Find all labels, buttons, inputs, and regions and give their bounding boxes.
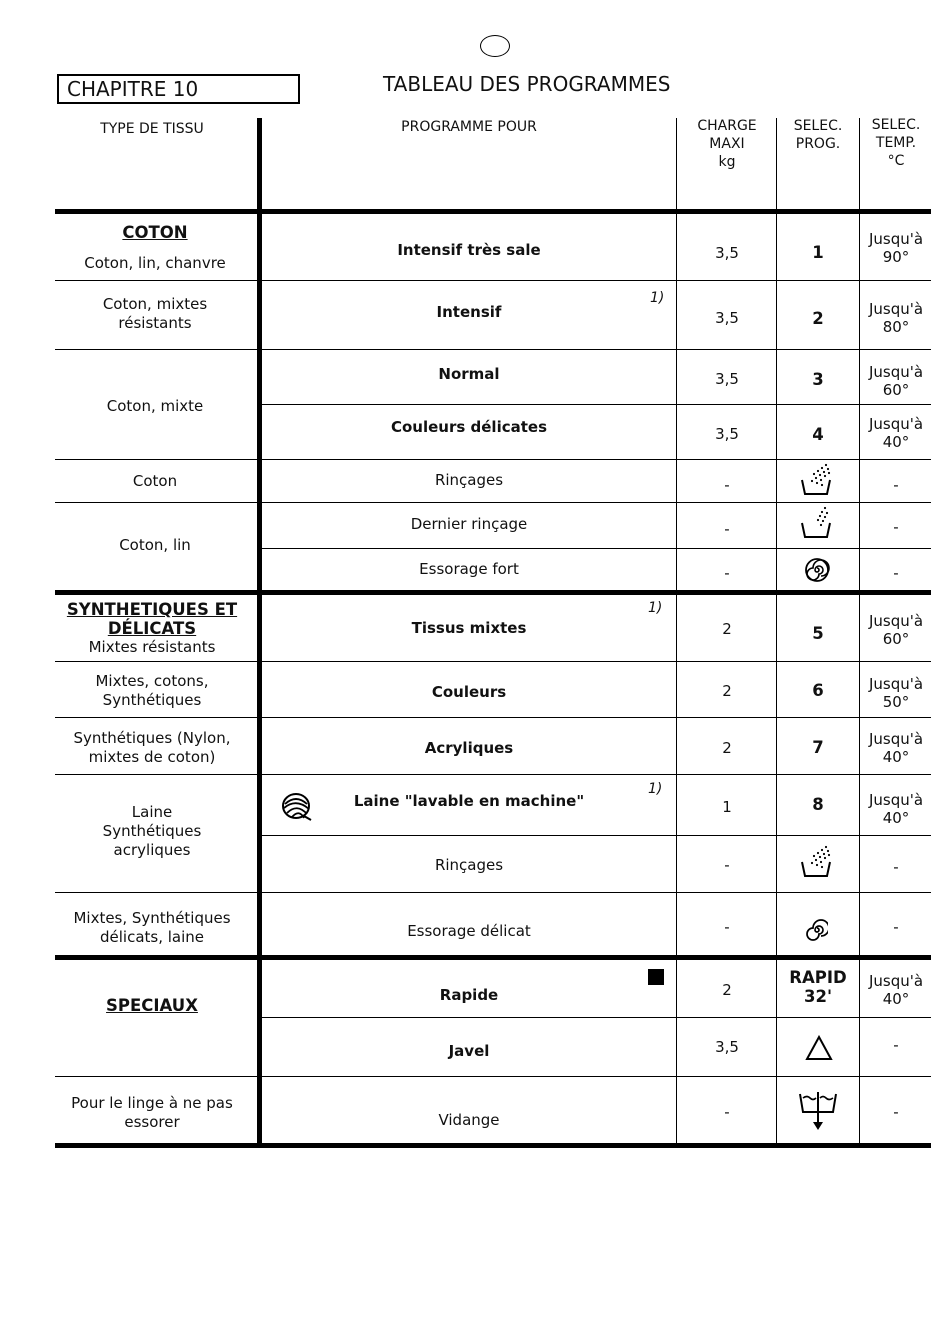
temp-cell xyxy=(860,612,932,648)
row-line xyxy=(55,502,931,503)
fabric-synth-nylon xyxy=(52,729,252,767)
row-line xyxy=(55,774,931,775)
fabric-line: essorer xyxy=(124,1113,180,1131)
fabric-synth-sub: Mixtes résistants xyxy=(88,638,216,656)
spin-strong-icon xyxy=(804,557,830,583)
load-value: 1 xyxy=(722,798,732,816)
divider-load xyxy=(676,118,677,1146)
prog-number: 4 xyxy=(812,425,824,444)
temp-dash: - xyxy=(893,918,899,936)
program-couleurs-delicates: Couleurs délicates xyxy=(390,418,547,436)
load-value: 3,5 xyxy=(715,370,739,388)
temp-cell xyxy=(860,415,932,451)
rule-header xyxy=(55,209,931,214)
page-title: TABLEAU DES PROGRAMMES xyxy=(383,72,671,96)
footnote-mark: 1) xyxy=(648,781,663,797)
fabric-line: Synthétiques xyxy=(102,691,202,709)
prog-rapid-line2: 32' xyxy=(803,987,832,1006)
load-value: 2 xyxy=(722,620,732,638)
fabric-mixtes-cotons xyxy=(52,672,252,710)
temp-prefix: Jusqu'à xyxy=(868,791,924,809)
prog-number: 1 xyxy=(812,243,824,262)
temp-prefix: Jusqu'à xyxy=(868,675,924,693)
row-line xyxy=(55,280,931,281)
fabric-coton: Coton xyxy=(132,472,178,490)
row-line xyxy=(55,661,931,662)
temp-cell xyxy=(860,791,932,827)
rule-bottom xyxy=(55,1143,931,1148)
temp-prefix: Jusqu'à xyxy=(868,363,924,381)
program-rincages: Rinçages xyxy=(434,471,504,489)
program-laine: Laine "lavable en machine" xyxy=(353,792,585,810)
prog-number: 8 xyxy=(812,795,824,814)
fabric-line: acryliques xyxy=(113,841,191,859)
prog-number: 3 xyxy=(812,370,824,389)
footnote-mark: 1) xyxy=(650,290,665,306)
header-load-line2: MAXI xyxy=(709,136,745,152)
spin-gentle-icon xyxy=(806,918,828,942)
load-value: - xyxy=(724,1103,730,1121)
prog-number: 7 xyxy=(812,738,824,757)
temp-prefix: Jusqu'à xyxy=(868,730,924,748)
load-value: 3,5 xyxy=(715,1038,739,1056)
program-tissus-mixtes: Tissus mixtes xyxy=(411,619,527,637)
program-dernier-rincage: Dernier rinçage xyxy=(410,515,528,533)
temp-value: 60° xyxy=(882,630,910,648)
fabric-synth-title xyxy=(52,600,252,638)
fabric-laine xyxy=(52,803,252,860)
load-value: 3,5 xyxy=(715,244,739,262)
fabric-line: Mixtes, Synthétiques xyxy=(73,909,231,927)
temp-value: 50° xyxy=(882,693,910,711)
row-line xyxy=(55,892,931,893)
language-oval xyxy=(480,35,510,57)
rinse-icon xyxy=(800,462,836,498)
temp-dash: - xyxy=(893,476,899,494)
header-fabric: TYPE DE TISSU xyxy=(100,121,204,137)
temp-prefix: Jusqu'à xyxy=(868,230,924,248)
load-value: - xyxy=(724,520,730,538)
fabric-line: Synthétiques xyxy=(102,822,202,840)
fabric-coton-sub: Coton, lin, chanvre xyxy=(84,254,226,272)
fabric-line: mixtes de coton) xyxy=(88,748,216,766)
header-load-line1: CHARGE xyxy=(697,118,757,134)
program-acryliques: Acryliques xyxy=(424,739,514,757)
header-prog-line2: PROG. xyxy=(795,136,841,152)
temp-dash: - xyxy=(893,858,899,876)
header-temp-line3: °C xyxy=(887,153,905,169)
header-program: PROGRAMME POUR xyxy=(401,119,537,135)
last-rinse-icon xyxy=(800,505,836,541)
row-line xyxy=(55,717,931,718)
program-essorage-fort: Essorage fort xyxy=(419,560,519,578)
fabric-coton-mixte: Coton, mixte xyxy=(106,397,204,415)
program-rincages-laine: Rinçages xyxy=(434,856,504,874)
program-intensif: Intensif xyxy=(436,303,502,321)
fabric-line: résistants xyxy=(118,314,192,332)
load-value: 3,5 xyxy=(715,425,739,443)
rinse-icon xyxy=(800,844,836,880)
temp-value: 40° xyxy=(882,990,910,1008)
chapter-label: CHAPITRE 10 xyxy=(67,77,199,101)
row-line-partial xyxy=(262,548,931,549)
row-line-partial xyxy=(262,404,931,405)
drain-icon xyxy=(797,1090,839,1132)
header-load xyxy=(678,117,776,171)
row-line-partial xyxy=(262,835,931,836)
temp-value: 40° xyxy=(882,433,910,451)
program-normal: Normal xyxy=(438,365,500,383)
row-line xyxy=(55,349,931,350)
program-essorage-delicat: Essorage délicat xyxy=(407,922,531,940)
bleach-triangle-icon xyxy=(805,1035,833,1061)
prog-number: 2 xyxy=(812,309,824,328)
temp-value: 40° xyxy=(882,809,910,827)
temp-prefix: Jusqu'à xyxy=(868,300,924,318)
prog-number: 6 xyxy=(812,681,824,700)
temp-prefix: Jusqu'à xyxy=(868,415,924,433)
header-temp-line1: SELEC. xyxy=(871,117,921,133)
row-line-partial xyxy=(262,1017,931,1018)
temp-value: 80° xyxy=(882,318,910,336)
program-vidange: Vidange xyxy=(438,1111,500,1129)
temp-cell xyxy=(860,230,932,266)
load-value: 3,5 xyxy=(715,309,739,327)
load-value: 2 xyxy=(722,981,732,999)
prog-rapid-line1: RAPID xyxy=(789,968,847,987)
fabric-line: délicats, laine xyxy=(99,928,205,946)
fabric-coton-title: COTON xyxy=(122,223,188,242)
header-temp-line2: TEMP. xyxy=(875,135,917,151)
program-rapide: Rapide xyxy=(439,986,499,1004)
temp-dash: - xyxy=(893,564,899,582)
fabric-coton-mixtes xyxy=(55,295,255,333)
temp-value: 90° xyxy=(882,248,910,266)
wool-icon xyxy=(280,790,314,822)
row-line xyxy=(55,459,931,460)
footnote-mark: 1) xyxy=(648,600,663,616)
fabric-line: Synthétiques (Nylon, xyxy=(73,729,231,747)
fabric-line: Coton, mixtes xyxy=(102,295,208,313)
temp-cell xyxy=(860,675,932,711)
header-temp-sel xyxy=(860,116,932,170)
header-prog-sel xyxy=(777,117,859,153)
program-javel: Javel xyxy=(448,1042,490,1060)
prog-number: 5 xyxy=(812,624,824,643)
temp-cell xyxy=(860,300,932,336)
rule-synth xyxy=(55,590,931,595)
temp-value: 40° xyxy=(882,748,910,766)
header-load-line3: kg xyxy=(718,154,736,170)
row-line xyxy=(55,1076,931,1077)
program-couleurs: Couleurs xyxy=(431,683,507,701)
temp-value: 60° xyxy=(882,381,910,399)
fabric-line: Mixtes, cotons, xyxy=(95,672,209,690)
fabric-line: Pour le linge à ne pas xyxy=(71,1094,233,1112)
load-value: - xyxy=(724,918,730,936)
fabric-mixtes-synth xyxy=(52,909,252,947)
load-value: 2 xyxy=(722,739,732,757)
load-value: - xyxy=(724,856,730,874)
fabric-line: DÉLICATS xyxy=(107,619,197,638)
load-value: - xyxy=(724,564,730,582)
header-prog-line1: SELEC. xyxy=(793,118,843,134)
temp-dash: - xyxy=(893,1036,899,1054)
rule-speciaux xyxy=(55,955,931,960)
fabric-speciaux: SPECIAUX xyxy=(106,996,198,1015)
load-value: - xyxy=(724,476,730,494)
temp-cell xyxy=(860,730,932,766)
temp-dash: - xyxy=(893,518,899,536)
temp-prefix: Jusqu'à xyxy=(868,612,924,630)
prog-rapid xyxy=(777,968,859,1006)
temp-cell xyxy=(860,972,932,1008)
load-value: 2 xyxy=(722,682,732,700)
stop-square-icon xyxy=(648,969,664,985)
fabric-pour-linge xyxy=(52,1094,252,1132)
fabric-line: Laine xyxy=(131,803,173,821)
temp-prefix: Jusqu'à xyxy=(868,972,924,990)
fabric-line: SYNTHETIQUES ET xyxy=(66,600,238,619)
temp-dash: - xyxy=(893,1103,899,1121)
program-intensif-tres-sale: Intensif très sale xyxy=(397,241,541,259)
chapter-box xyxy=(57,74,300,104)
temp-cell xyxy=(860,363,932,399)
fabric-coton-lin: Coton, lin xyxy=(119,536,191,554)
